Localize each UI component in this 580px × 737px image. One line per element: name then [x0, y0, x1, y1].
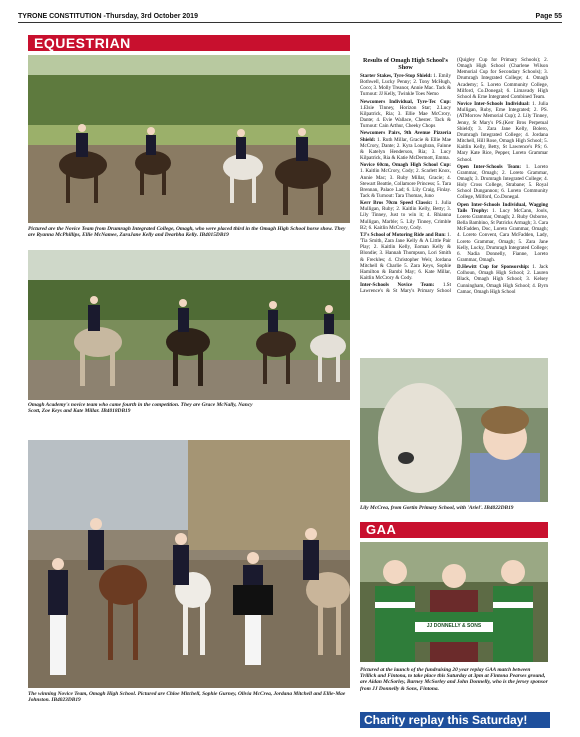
results-class-placings: 1. 'Tia Smith, Zara Jane Kelly & A Little Pair Play; 2. Kaitlin Kelly, Eoman Kelly & Blondie; 3. Hannah Thompson, Lori Smith & Freckles; 4. Christopher Weir, Jordana Mitchell & Charlie 5. Zara Keys, Sophie Hamilton & Bambi May; 6. Kate Millar, Kaitlin McCrory & Cody.	[360, 231, 452, 281]
results-class-placings: 1. Loreto Grammar, Omagh; 2. Loreto Grammar, Omagh; 3. Drumragh Integrated College; 4. Holy Cross College, Strabane; 5. Royal School Dungannon; 6. Loreto Community College, Milford, Co.Donegal.	[457, 163, 548, 201]
caption-drumragh-team: Pictured are the Novice Team from Drumragh Integrated College, Omagh, who were placed third in the Omagh High School horse show. They are Ryanna McPhillips, Ellie McNamee, ZaraJane Kelly and Dearbha Kelly. IB4015DB19	[28, 226, 346, 239]
results-paragraph	[360, 232, 451, 281]
section-header-gaa: GAA	[360, 522, 548, 538]
results-paragraph	[360, 130, 451, 161]
results-paragraph	[457, 101, 548, 163]
results-article-title: Results of Omagh High School's Show	[363, 57, 448, 71]
results-class-placings: 1.St Lawrence's & St Mary's Primary School (Quigley Cup for Primary Schools); 2. Omagh High School (Charlene Wilson Memorial Cup for Secondary Schools); 3. Drumragh Integrated College; 4. Omagh Academy; 5. Loreto Community College, Milford, Co.Donegal; 6. Limavady High School & Erne Integrated Combined Team.	[360, 57, 548, 295]
photo-winning-novice-team	[28, 440, 350, 688]
results-class-name: D.Hewitt Cup for Sponsorship:	[457, 264, 530, 271]
results-class-name: Inter-Schools Novice Team:	[360, 282, 435, 289]
results-class-placings: 1. Kaitlin McCrory, Cody; 2. Scarlett Knox, Annie Mac; 3. Ruby Millar, Gracie; 4. Stewart Beattie, Collamore Princess; 5. Tara Brennan, Palace Lad; 6. Lily Craig, Finlay. Tack & Turnout: Tara Thomas, Juno	[360, 168, 451, 199]
results-class-placings: 1.Elsie Tinney, Horizon Star; 2.Lucy Kilpatrick, Ria; 3. Ellie Mae McCrory, Dante; 4. Evie Wallace, Chester. Tack & Turnout: Cain Arthur, Cheeky Chops	[360, 104, 451, 130]
results-paragraph	[457, 264, 548, 295]
photo-drumragh-team-image	[28, 55, 350, 223]
results-class-placings: 1. Julia Mulligan, Ruby; 2. Kaitlin Kelly, Betty; 3. Lily Tinney, Just to win it; 4. Rhianna Mulligan, Marble; 5. Lily Tinney, Crimble B2; 6. Kaitlin McCrory, Cody.	[360, 200, 451, 231]
photo-lily-mccrea	[360, 358, 548, 502]
results-class-name: Novice 60cm, Omagh High School Cup:	[360, 162, 451, 169]
results-article	[360, 57, 548, 357]
results-paragraph	[360, 162, 451, 199]
results-class-placings: 1. Emily Bothwell, Lucky Penny; 2. Tony McHugh, Coco; 3. Molly Treanor, Annie Mac. Tack & Turnout: JJ Kelly, Twinkle Toes Nemo	[360, 73, 451, 98]
section-header-equestrian: EQUESTRIAN	[28, 35, 350, 51]
results-paragraph	[360, 200, 451, 231]
results-class-name: Novice Inter-Schools Individual:	[457, 101, 530, 108]
results-class-placings: 1. Jack Colhoun, Omagh High School; 2. Lauren Black, Omagh High School; 3. Kelsey Cunningham, Omagh High School; 4. Byrn Camac, Omagh High School	[457, 264, 548, 295]
photo-gaa-launch-image	[360, 542, 548, 662]
results-class-placings: 1. Julia Mulligan, Ruby, Erne Integrated; 2. PS. (ATMorrow Memorial Cup); 2. Lily Tinney, Jenny, St Mary's PS.(Kerr Bros Perpetual Shield); 3. Zara Jane Kelly, Bolero, Drumragh Integrated College; 4. Jordana Mitchell, Hill Rose, Omagh High School; 5. Kaitlin Kelly, Betty, St Lawrence's PS; 6. Mary Kate Rice, Pepper, Loreto Grammar School.	[457, 101, 548, 163]
results-paragraph	[360, 99, 451, 130]
page-number: Page 55	[535, 12, 562, 20]
photo-omagh-academy-image	[28, 250, 350, 400]
results-class-name: Kerr Bros 70cm Speed Classic:	[360, 200, 433, 207]
results-class-name: TJ's School of Motoring Ride and Run:	[360, 231, 446, 238]
charity-replay-banner: Charity replay this Saturday!	[360, 712, 550, 728]
results-class-placings: 1. Lucy McCann, Jools, Loreto Grammar, Omagh; 2. Ruby Osborne, Bella Bambino, St Patricks Armagh; 3. Cara McFadden, Doc, Loreto Grammar, Omagh; 4. Loreto Convent, Cara McFadden, Lady, Loreto Grammar, Omagh; 5. Zara Jane Kelly, Lucky, Drumragh Integrated College; 6. Nadia Donnelly, Fianne, Loreto Grammar, Omagh.	[457, 207, 548, 263]
results-article-body	[360, 57, 548, 295]
results-class-name: Open Inter-Schools Team:	[457, 163, 522, 170]
results-class-name: Newcomers Pairs, 9th Avenue Pizzeria Shield:	[360, 130, 451, 143]
results-class-name: Starter Stakes, Tyre-Stop Shield:	[360, 73, 432, 79]
photo-drumragh-team	[28, 55, 350, 223]
masthead-rule	[18, 22, 562, 23]
results-paragraph	[360, 73, 451, 98]
caption-lily-mccrea: Lily McCrea, from Gortin Primary School, with 'Ariel'. IB4022DB19	[360, 505, 514, 511]
results-class-name: Newcomers Individual, Tyre-Tec Cup:	[360, 98, 451, 105]
caption-omagh-academy-team: Omagh Academy's novice team who came fourth in the competition. They are Grace McNally, Nancy Scott, Zoe Keys and Kate Millar. IB4018DB19	[28, 402, 253, 415]
results-class-name: Open Inter-Schools Individual, Wagging Tails Trophy:	[457, 201, 548, 214]
masthead-date: TYRONE CONSTITUTION -Thursday, 3rd October 2019	[18, 12, 198, 20]
photo-omagh-academy-team	[28, 250, 350, 400]
photo-gaa-launch	[360, 542, 548, 662]
results-paragraph	[457, 164, 548, 201]
photo-winning-team-image	[28, 440, 350, 688]
results-paragraph	[457, 202, 548, 264]
photo-lily-mccrea-image	[360, 358, 548, 502]
gaa-jersey-sponsor-label: JJ DONNELLY & SONS	[426, 623, 482, 629]
caption-winning-novice-team: The winning Novice Team, Omagh High School. Pictured are Chloe Mitchell, Sophie Gurney, Olivia McCrea, Jordana Mitchell and Ellie-Mae Johnston. IB4023DB19	[28, 691, 346, 704]
results-class-placings: 1. Ruth Millar, Gracie & Ellie Mae McCrory, Dante; 2. Kyra Loughran, Fainne & Katelyn Henderson, Ria; 3. Lucy Kilpatrick, Ria & Katie McDermott, Emma.	[360, 136, 451, 162]
page-masthead	[18, 10, 562, 22]
caption-gaa-launch: Pictured at the launch of the fundraising 20 year replay GAA match between Trillick and Fintona, to take place this Saturday at 3pm at Fintona Pearses ground, are Aidan McSorley, Barney McSorley and John Donnelly, who is the jersey sponsor from JJ Donnelly & Sons, Fintona.	[360, 667, 548, 692]
